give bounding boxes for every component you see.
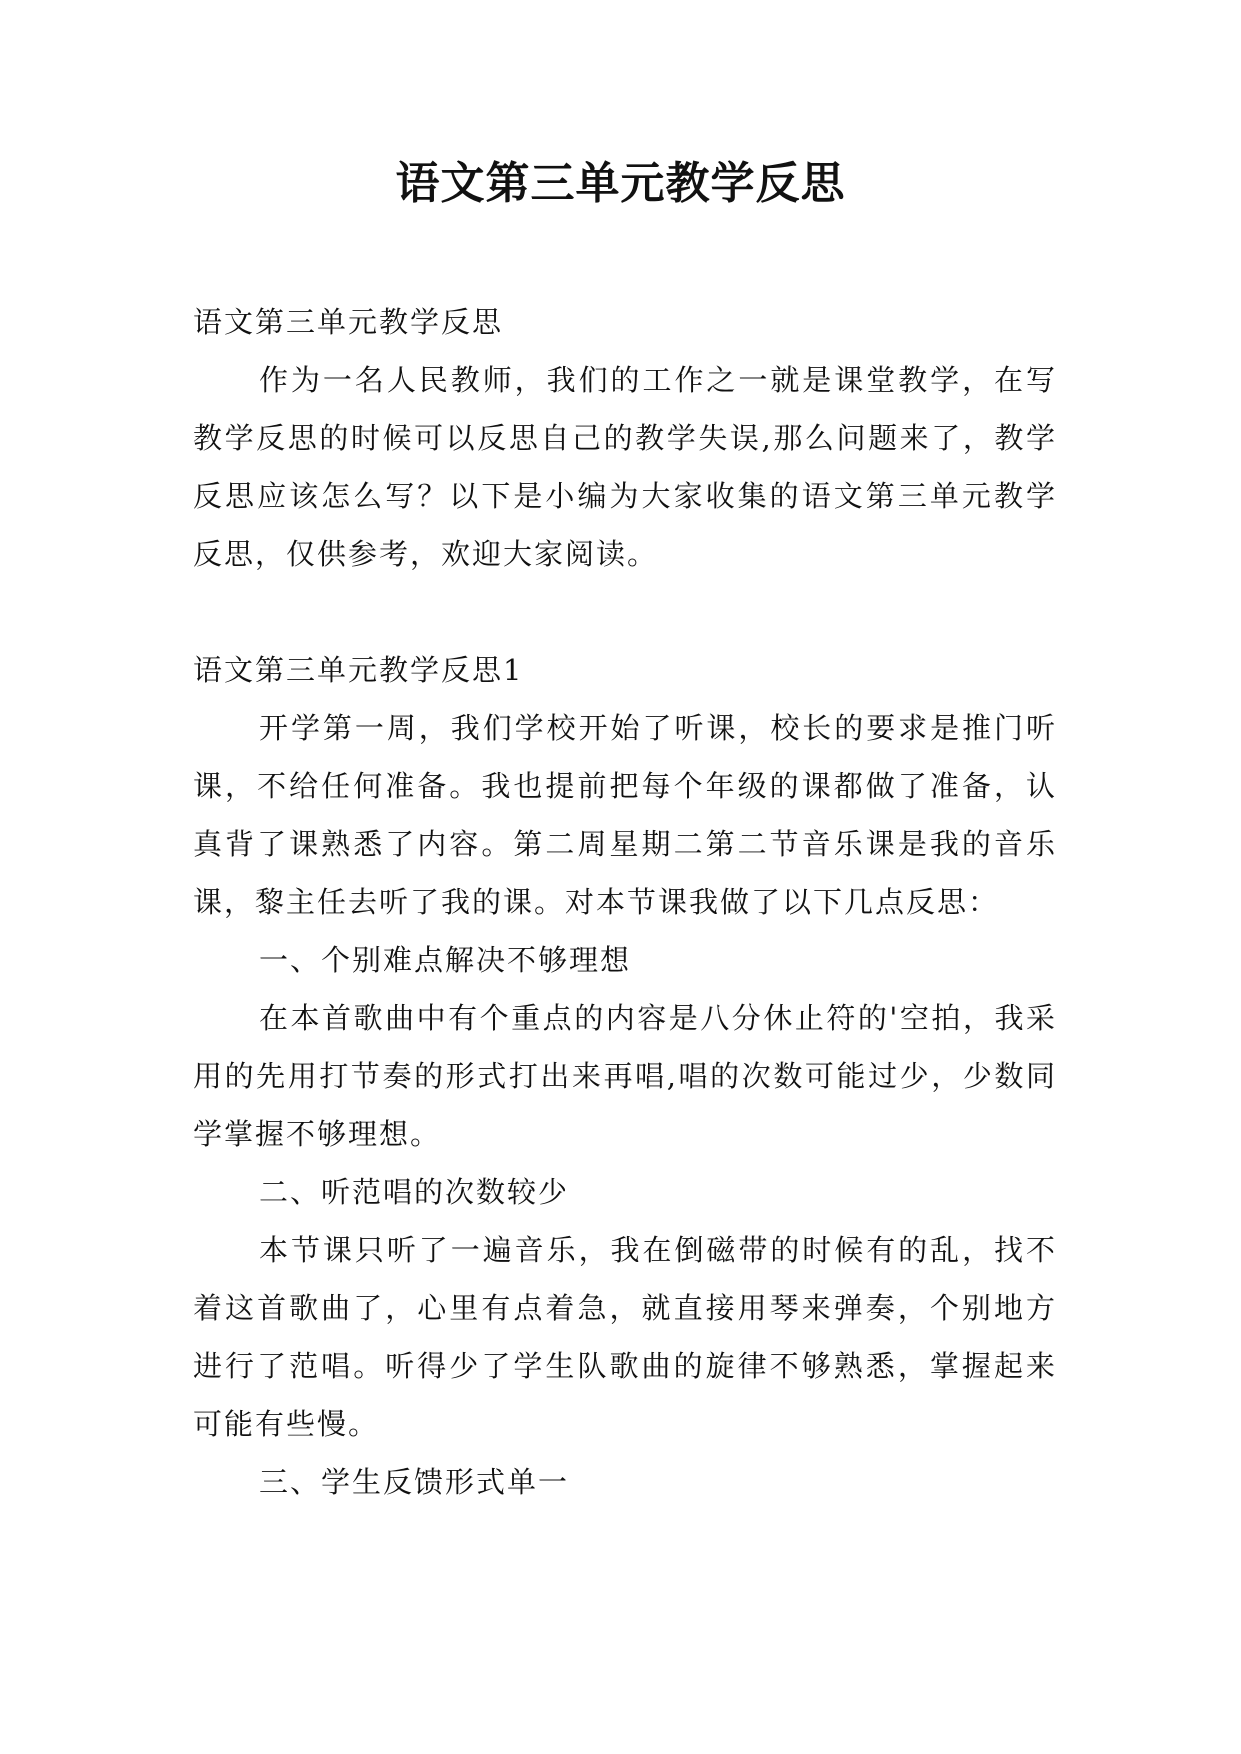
section1-paragraph: 开学第一周，我们学校开始了听课，校长的要求是推门听课，不给任何准备。我也提前把每个年级的课都做了准备，认真背了课熟悉了内容。第二周星期二第二节音乐课是我的音乐课，黎主任去听了我的课。对本节课我做了以下几点反思： <box>193 711 1057 919</box>
document-body <box>193 293 1057 1511</box>
point2-heading: 二、听范唱的次数较少 <box>259 1175 570 1209</box>
point3-heading: 三、学生反馈形式单一 <box>259 1465 570 1499</box>
point1-text: 在本首歌曲中有个重点的内容是八分休止符的'空拍，我采用的先用打节奏的形式打出来再唱,唱的次数可能过少，少数同学掌握不够理想。 <box>193 1001 1057 1151</box>
section1-label: 语文第三单元教学反思1 <box>193 653 524 687</box>
document-title: 语文第三单元教学反思 <box>395 158 846 209</box>
point1-heading: 一、个别难点解决不够理想 <box>259 943 632 977</box>
section-spacer <box>193 583 1057 641</box>
intro-paragraph: 作为一名人民教师，我们的工作之一就是课堂教学，在写教学反思的时候可以反思自己的教学失误,那么问题来了，教学反思应该怎么写？以下是小编为大家收集的语文第三单元教学反思，仅供参考，欢迎大家阅读。 <box>193 363 1057 571</box>
point2-text: 本节课只听了一遍音乐，我在倒磁带的时候有的乱，找不着这首歌曲了，心里有点着急，就直接用琴来弹奏，个别地方进行了范唱。听得少了学生队歌曲的旋律不够熟悉，掌握起来可能有些慢。 <box>193 1233 1057 1441</box>
intro-label: 语文第三单元教学反思 <box>193 305 504 339</box>
